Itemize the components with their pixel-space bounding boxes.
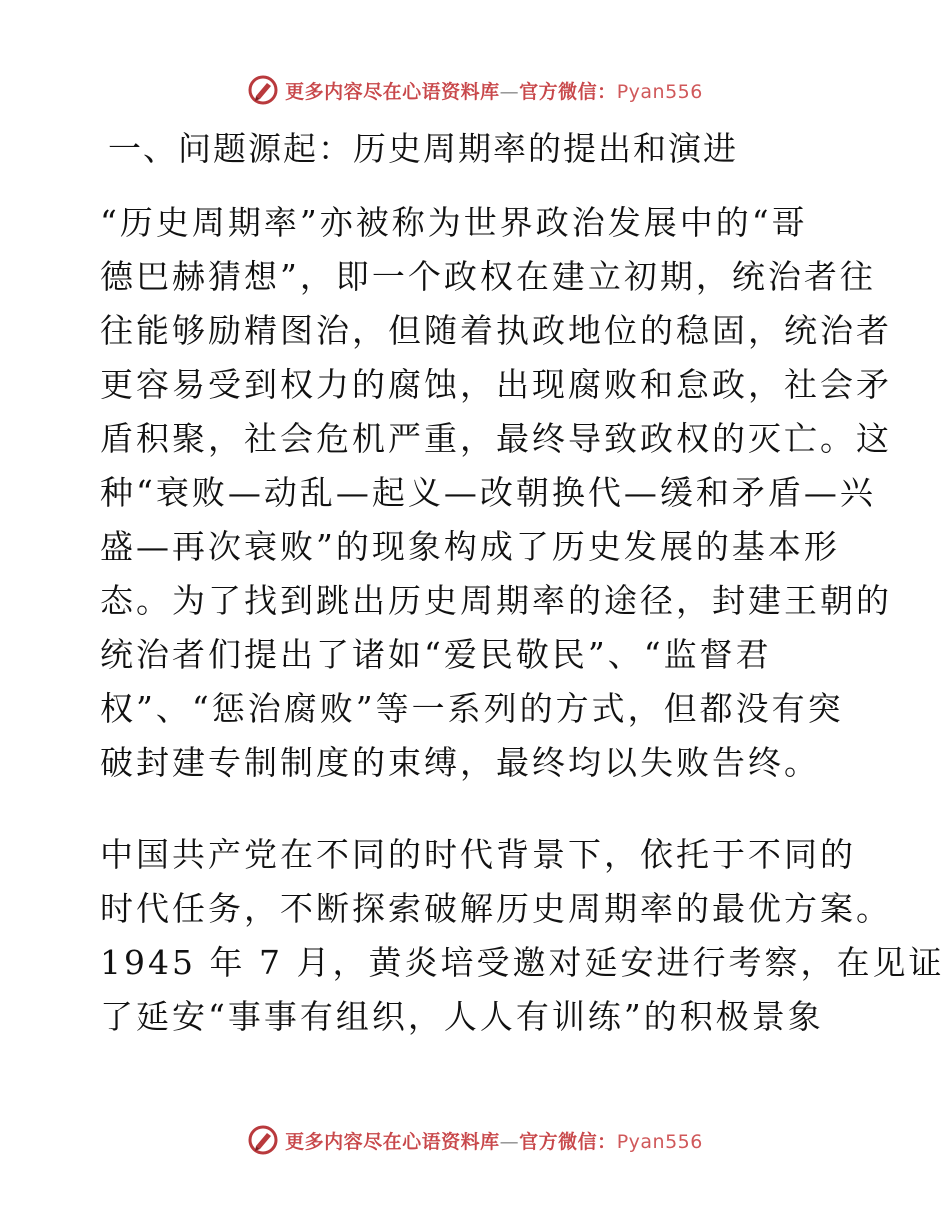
watermark-text: [285, 77, 703, 104]
watermark-wechat-id: Pyan556: [616, 80, 703, 103]
paragraph-line: 往能够励精图治，但随着执政地位的稳固，统治者: [100, 311, 892, 350]
section-heading: 一、问题源起：历史周期率的提出和演进: [108, 129, 738, 168]
paragraph-line: 破封建专制制度的束缚，最终均以失败告终。: [100, 743, 820, 782]
watermark-separator: —: [499, 1130, 520, 1153]
brand-logo-icon: [247, 1124, 279, 1156]
paragraph-line: 更容易受到权力的腐蚀，出现腐败和怠政，社会矛: [100, 365, 892, 404]
header-watermark-banner: [0, 70, 950, 110]
paragraph-2: [100, 828, 945, 1044]
paragraph-line: 中国共产党在不同的时代背景下，依托于不同的: [100, 835, 856, 874]
watermark-official-label: 官方微信：: [519, 80, 617, 103]
paragraph-line: “历史周期率”亦被称为世界政治发展中的“哥: [100, 203, 808, 242]
paragraph-line: 权”、“惩治腐败”等一系列的方式，但都没有突: [100, 689, 844, 728]
watermark-main-text: 更多内容尽在心语资料库: [285, 1130, 500, 1153]
watermark-main-text: 更多内容尽在心语资料库: [285, 80, 500, 103]
paragraph-line: 了延安“事事有组织，人人有训练”的积极景象: [100, 997, 824, 1036]
paragraph-line: 德巴赫猜想”，即一个政权在建立初期，统治者往: [100, 257, 876, 296]
brand-logo-icon: [247, 74, 279, 106]
watermark-separator: —: [499, 80, 520, 103]
watermark-official-label: 官方微信：: [519, 1130, 617, 1153]
footer-watermark-banner: [0, 1120, 950, 1160]
paragraph-line: 时代任务，不断探索破解历史周期率的最优方案。: [100, 889, 892, 928]
paragraph-line: 盾积聚，社会危机严重，最终导致政权的灭亡。这: [100, 419, 892, 458]
paragraph-line: 1945 年 7 月，黄炎培受邀对延安进行考察，在见证: [100, 943, 945, 982]
watermark-text: [285, 1127, 703, 1154]
paragraph-line: 种“衰败—动乱—起义—改朝换代—缓和矛盾—兴: [100, 473, 876, 512]
paragraph-1: [100, 196, 892, 790]
paragraph-line: 盛—再次衰败”的现象构成了历史发展的基本形: [100, 527, 840, 566]
paragraph-line: 统治者们提出了诸如“爱民敬民”、“监督君: [100, 635, 772, 674]
paragraph-line: 态。为了找到跳出历史周期率的途径，封建王朝的: [100, 581, 892, 620]
watermark-wechat-id: Pyan556: [616, 1130, 703, 1153]
